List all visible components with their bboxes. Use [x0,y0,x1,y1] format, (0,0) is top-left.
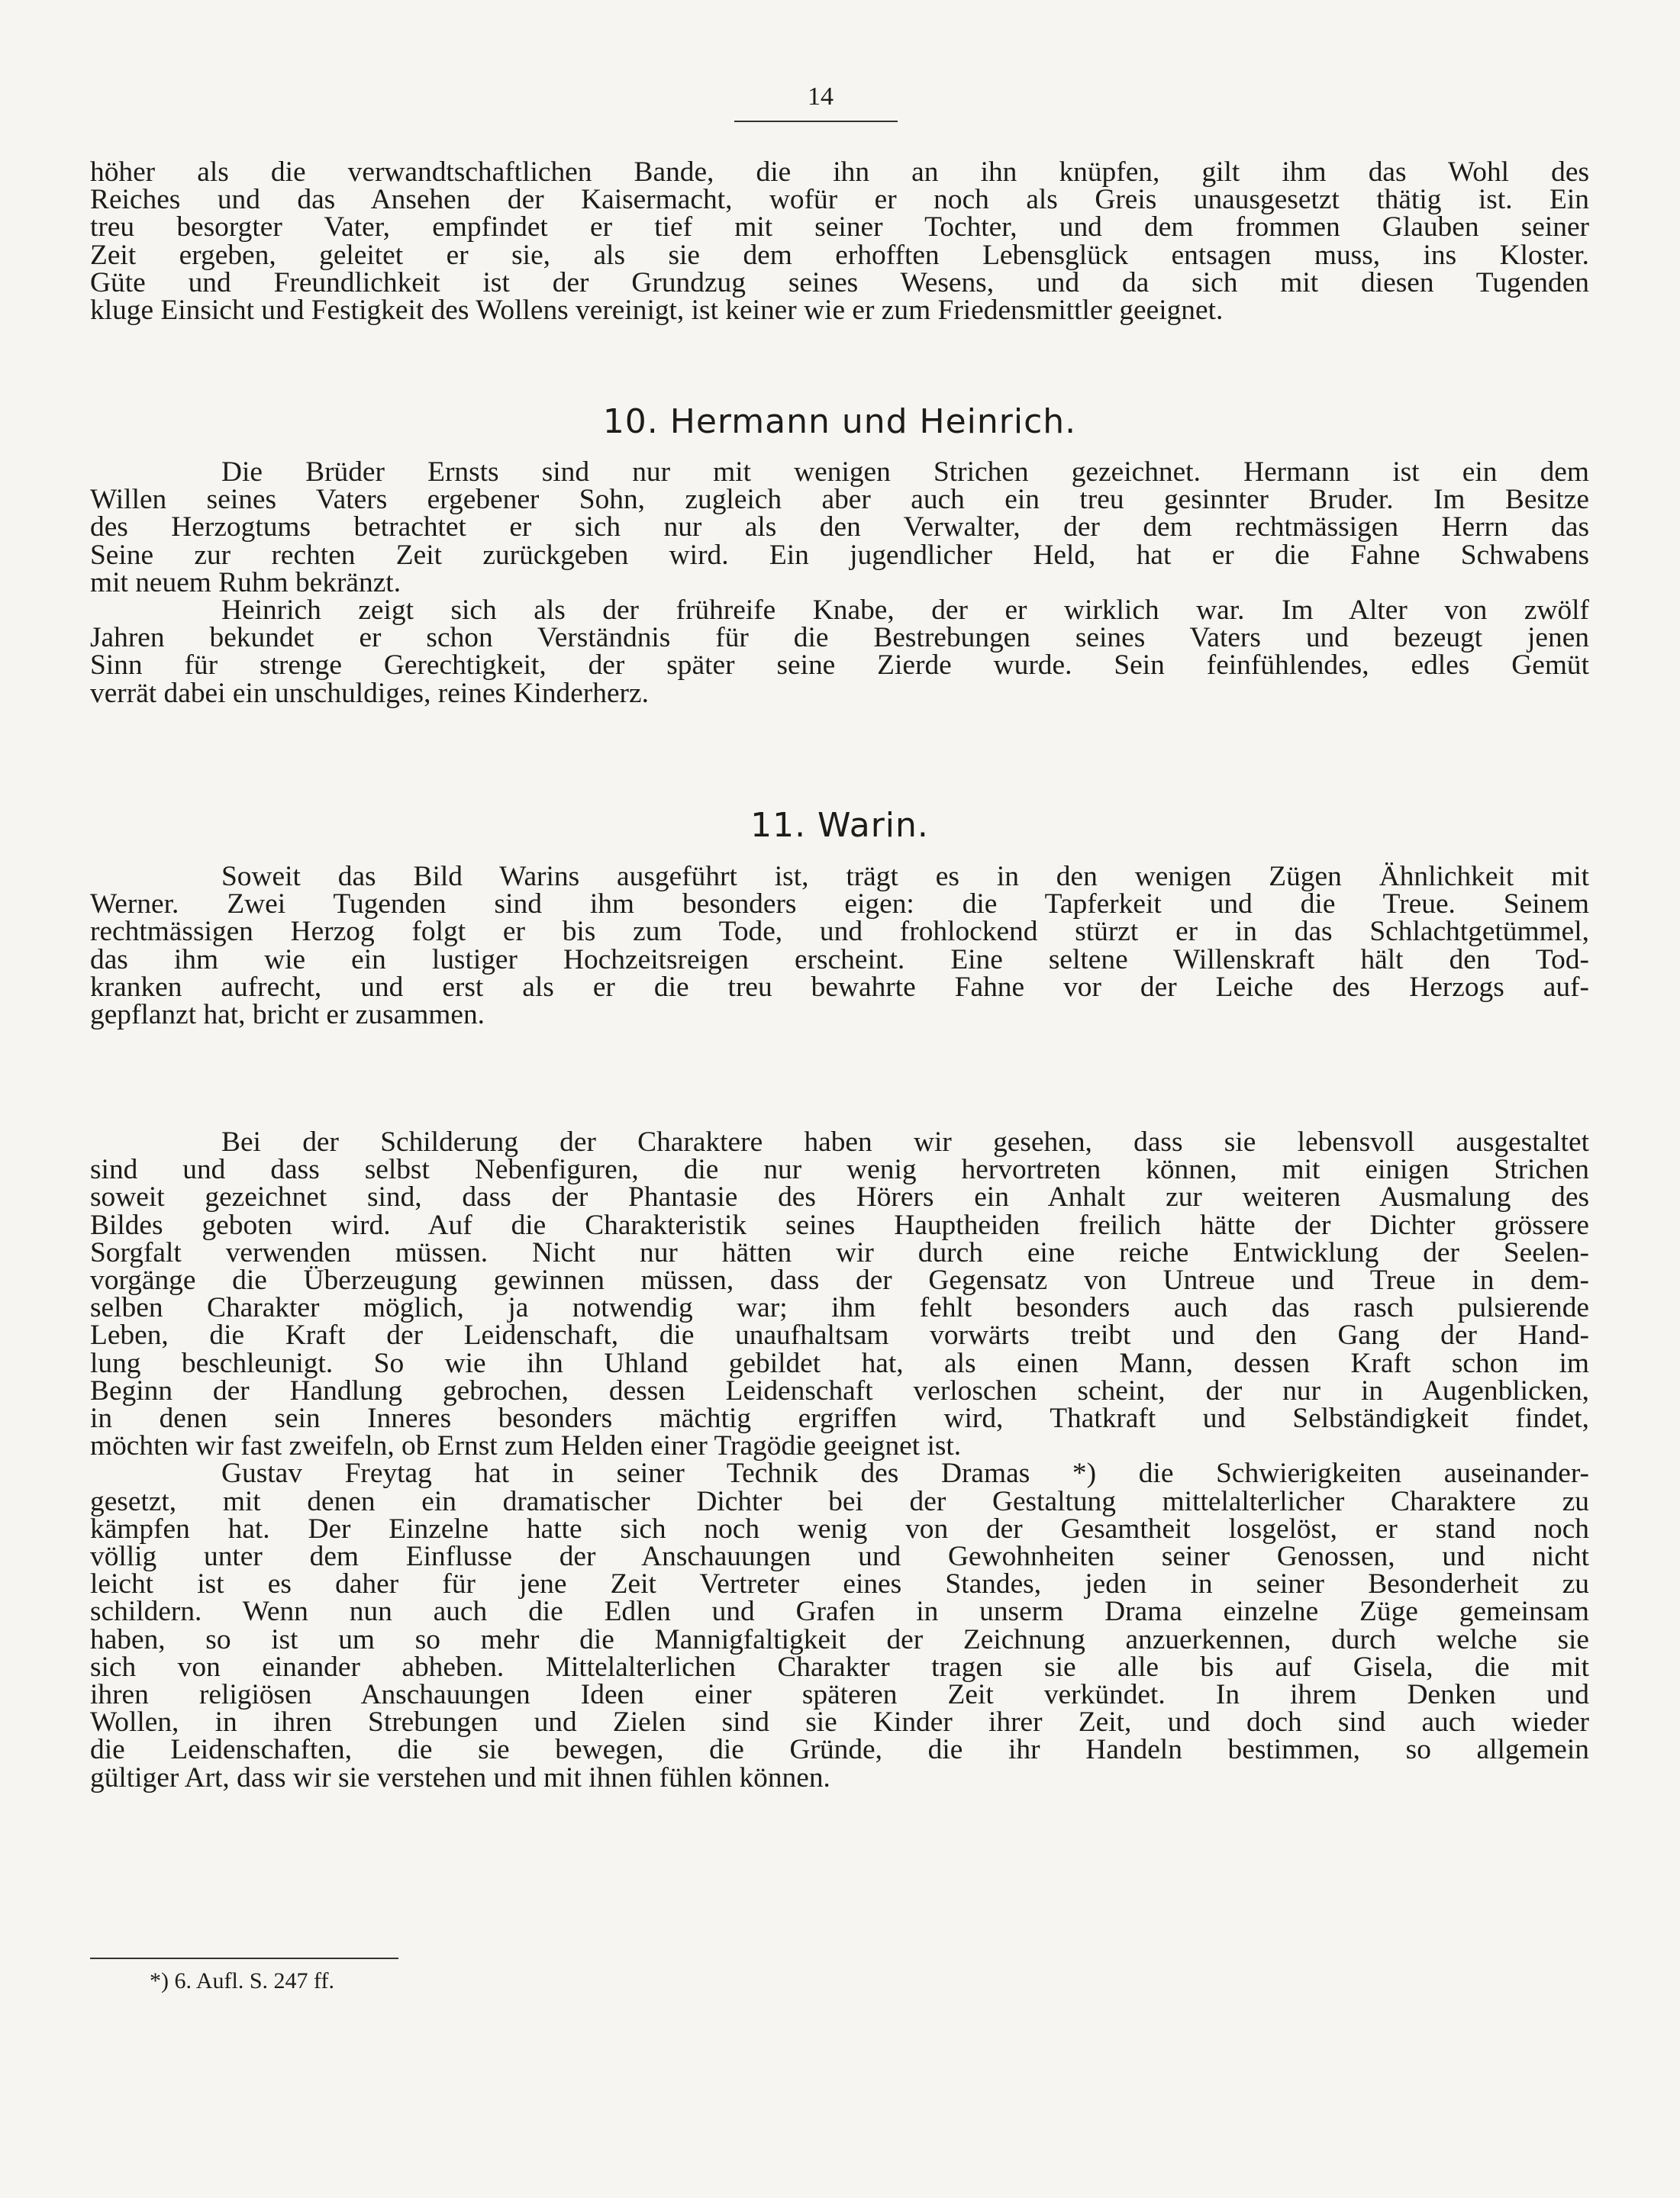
hermann-section [90,456,1589,709]
text-line: kranken aufrecht, und erst als er die treu bewahrte Fahne vor der Leiche des Herzogs auf- [90,971,1589,1003]
text-line: des Herzogtums betrachtet er sich nur als den Verwalter, der dem rechtmässigen Herrn das [90,511,1589,543]
text-line: Willen seines Vaters ergebener Sohn, zugleich aber auch ein treu gesinnter Bruder. Im Besitze [90,484,1589,516]
intro-section [90,156,1589,327]
text-line: selben Charakter möglich, ja notwendig war; ihm fehlt besonders auch das rasch pulsierende [90,1292,1589,1324]
page-number-rule [734,121,898,122]
text-line: Die Brüder Ernsts sind nur mit wenigen Strichen gezeichnet. Hermann ist ein dem [221,456,1589,488]
text-line: soweit gezeichnet sind, dass der Phantasie des Hörers ein Anhalt zur weiteren Ausmalung des [90,1181,1589,1213]
section-heading-warin: 11. Warin. [750,806,929,845]
text-line: höher als die verwandtschaftlichen Bande, die ihn an ihn knüpfen, gilt ihm das Wohl des [90,156,1589,188]
footnote-rule [90,1958,398,1959]
text-line: sich von einander abheben. Mittelalterlichen Charakter tragen sie alle bis auf Gisela, die mit [90,1651,1589,1683]
text-line: gesetzt, mit denen ein dramatischer Dichter bei der Gestaltung mittelalterlicher Charaktere zu [90,1485,1589,1517]
text-line: Soweit das Bild Warins ausgeführt ist, trägt es in den wenigen Zügen Ähnlichkeit mit [221,861,1589,892]
text-line: Gustav Freytag hat in seiner Technik des Dramas *) die Schwierigkeiten auseinander- [221,1458,1589,1490]
text-line: die Leidenschaften, die sie bewegen, die Gründe, die ihr Handeln bestimmen, so allgemein [90,1734,1589,1766]
text-line: rechtmässigen Herzog folgt er bis zum Tode, und frohlockend stürzt er in das Schlachtgetümmel, [90,916,1589,948]
text-line: Seine zur rechten Zeit zurückgeben wird. Ein jugendlicher Held, hat er die Fahne Schwabens [90,539,1589,571]
text-line: Jahren bekundet er schon Verständnis für die Bestrebungen seines Vaters und bezeugt jenen [90,622,1589,654]
text-line: völlig unter dem Einflusse der Anschauungen und Gewohnheiten seiner Genossen, und nicht [90,1541,1589,1573]
text-line: Bei der Schilderung der Charaktere haben wir gesehen, dass sie lebensvoll ausgestaltet [221,1126,1589,1158]
text-line: Sinn für strenge Gerechtigkeit, der später seine Zierde wurde. Sein feinfühlendes, edles Gemüt [90,649,1589,682]
text-line: Beginn der Handlung gebrochen, dessen Leidenschaft verloschen scheint, der nur in Augenblicken, [90,1375,1589,1407]
section-heading-hermann: 10. Hermann und Heinrich. [602,402,1077,441]
text-line: haben, so ist um so mehr die Mannigfaltigkeit der Zeichnung anzuerkennen, durch welche sie [90,1623,1589,1655]
text-line: vorgänge die Überzeugung gewinnen müssen, dass der Gegensatz von Untreue und Treue in dem- [90,1265,1589,1297]
text-line: lung beschleunigt. So wie ihn Uhland gebildet hat, als einen Mann, dessen Kraft schon im [90,1347,1589,1379]
footnote: *) 6. Aufl. S. 247 ff. [150,1968,334,1993]
text-line: möchten wir fast zweifeln, ob Ernst zum Helden einer Tragödie geeignet ist. [90,1430,962,1462]
text-line: gepflanzt hat, bricht er zusammen. [90,999,485,1031]
text-line: Bildes geboten wird. Auf die Charakteristik seines Hauptheiden freilich hätte der Dichter grössere [90,1209,1589,1241]
text-line: schildern. Wenn nun auch die Edlen und Grafen in unserm Drama einzelne Züge gemeinsam [90,1596,1589,1628]
text-line: ihren religiösen Anschauungen Ideen einer späteren Zeit verkündet. In ihrem Denken und [90,1679,1589,1711]
text-line: verrät dabei ein unschuldiges, reines Kinderherz. [90,677,649,709]
text-line: Wollen, in ihren Strebungen und Zielen sind sie Kinder ihrer Zeit, und doch sind auch wieder [90,1707,1589,1739]
text-line: Güte und Freundlichkeit ist der Grundzug seines Wesens, und da sich mit diesen Tugenden [90,266,1589,298]
warin-section [90,863,1589,1029]
text-line: Sorgfalt verwenden müssen. Nicht nur hätten wir durch eine reiche Entwicklung der Seelen- [90,1236,1589,1268]
text-line: kämpfen hat. Der Einzelne hatte sich noch wenig von der Gesamtheit losgelöst, er stand noch [90,1513,1589,1545]
text-line: in denen sein Inneres besonders mächtig ergriffen wird, Thatkraft und Selbständigkeit findet, [90,1403,1589,1435]
text-line: mit neuem Ruhm bekränzt. [90,566,401,598]
text-line: Leben, die Kraft der Leidenschaft, die unaufhaltsam vorwärts treibt und den Gang der Hand- [90,1320,1589,1352]
text-line: treu besorgter Vater, empfindet er tief mit seiner Tochter, und dem frommen Glauben seiner [90,211,1589,243]
text-line: Zeit ergeben, geleitet er sie, als sie dem erhofften Lebensglück entsagen muss, ins Kloster. [90,239,1589,271]
text-line: gültiger Art, dass wir sie verstehen und mit ihnen fühlen können. [90,1761,830,1794]
text-line: Heinrich zeigt sich als der frühreife Knabe, der er wirklich war. Im Alter von zwölf [221,595,1589,627]
text-line: Werner. Zwei Tugenden sind ihm besonders eigen: die Tapferkeit und die Treue. Seinem [90,888,1589,920]
text-line: das ihm wie ein lustiger Hochzeitsreigen erscheint. Eine seltene Willenskraft hält den Tod- [90,943,1589,975]
conclusion-section [90,1126,1589,1794]
page-number: 14 [808,82,834,111]
text-line: sind und dass selbst Nebenfiguren, die nur wenig hervortreten können, mit einigen Strichen [90,1154,1589,1186]
text-line: leicht ist es daher für jene Zeit Vertreter eines Standes, jeden in seiner Besonderheit zu [90,1568,1589,1600]
text-line: Reiches und das Ansehen der Kaisermacht, wofür er noch als Greis unausgesetzt thätig ist. Ein [90,184,1589,216]
text-line: kluge Einsicht und Festigkeit des Wollens vereinigt, ist keiner wie er zum Friedensmittler geeignet. [90,295,1224,327]
